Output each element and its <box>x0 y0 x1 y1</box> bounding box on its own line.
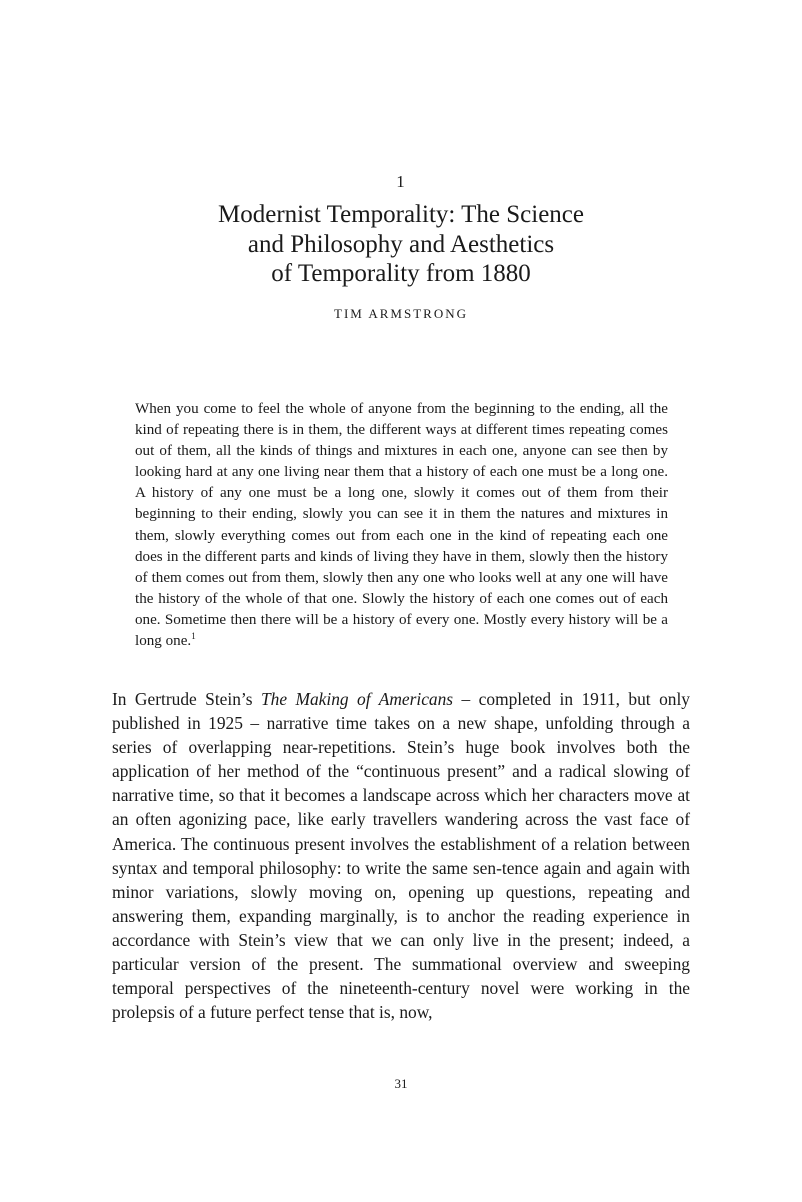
body-text: – completed in 1911, but only published in 1925 – narrative time takes on a new shape, unfolding through a series of overlapping near-repetitions. Stein’s huge book involves both the application of her method of the “continuous present” and a radical slowing of narrative time, so that it becomes a landscape across which her characters move at an often agonizing pace, like early travellers wandering across the vast face of America. The continuous present involves the establishment of a relation between syntax and temporal philosophy: to write the same sen-tence again and again with minor variations, slowly moving on, opening up questions, repeating and answering them, expanding marginally, is to anchor the reading experience in accordance with Stein’s view that we can only live in the present; indeed, a particular version of the present. The summational overview and sweeping temporal perspectives of the nineteenth-century novel were working in the prolepsis of a future perfect tense that is, now, <box>112 689 690 1023</box>
chapter-title <box>0 200 802 289</box>
footnote-marker[interactable]: 1 <box>191 631 196 641</box>
chapter-title-line: Modernist Temporality: The Science <box>218 201 584 228</box>
book-title: The Making of Americans <box>260 689 454 709</box>
chapter-title-line: and Philosophy and Aesthetics <box>247 230 555 258</box>
author-name: TIM ARMSTRONG <box>334 306 468 321</box>
body-lead: In Gertrude Stein’s <box>112 689 261 709</box>
page-number: 31 <box>394 1076 408 1091</box>
chapter-title-line: of Temporality from 1880 <box>271 260 531 287</box>
chapter-number: 1 <box>396 172 406 191</box>
epigraph-text: When you come to feel the whole of anyone from the beginning to the ending, all the kind of repeating there is in them, the different ways at different times repeating comes out of them, all the kinds of things and mixtures in each one, anyone can see then by looking hard at any one living near them that a history of each one must be a long one. A history of any one must be a long one, slowly it comes out of them from their beginning to their ending, slowly you can see it in them the natures and mixtures in them, slowly everything comes out from each one in the kind of repeating each one does in the different parts and kinds of living they have in them, slowly then the history of them comes out from them, slowly then any one who looks well at any one will have the history of the whole of that one. Slowly the history of each one comes out of each one. Sometime then there will be a history of every one. Mostly every history will be a long one. <box>135 401 668 650</box>
body-paragraph <box>112 687 690 1024</box>
epigraph <box>135 399 668 652</box>
